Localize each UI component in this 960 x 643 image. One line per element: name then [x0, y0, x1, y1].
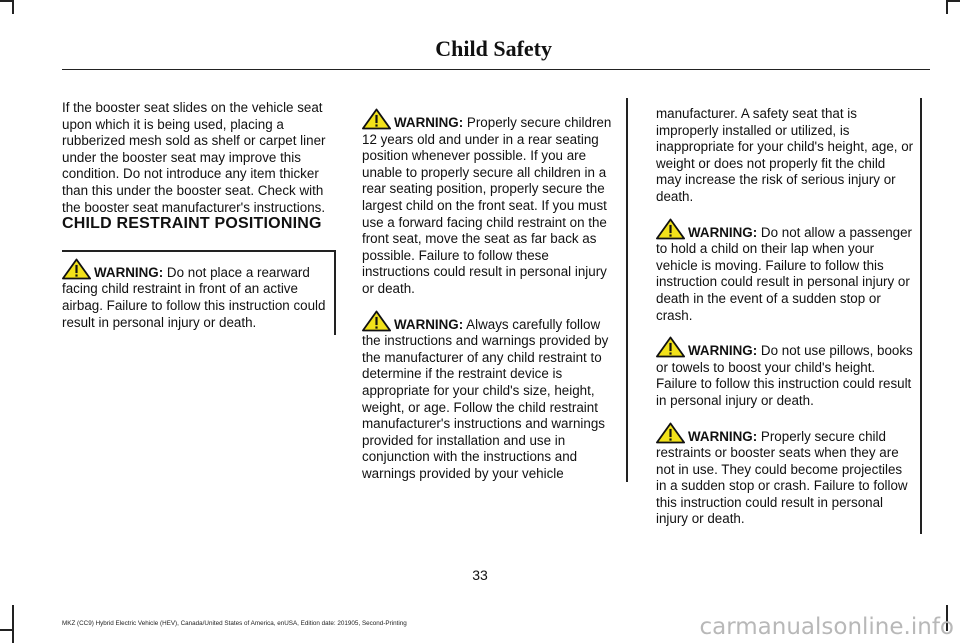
- warning-label: WARNING:: [688, 224, 758, 240]
- warning-text: Do not allow a passenger to hold a child on their lap when your vehicle is moving. Failure to follow this instruction could result in personal injury or death in the event of a sudden stop or crash.: [656, 224, 913, 323]
- warning-label: WARNING:: [688, 428, 758, 444]
- column-1: [62, 100, 336, 335]
- column-3: [656, 98, 922, 534]
- crop-mark: [12, 0, 14, 14]
- warning-block: [62, 250, 336, 335]
- column-2: [362, 98, 628, 482]
- continuation-paragraph: manufacturer. A safety seat that is improperly installed or utilized, is inappropriate for your child's height, age, or weight or does not properly fit the child may increase the risk of serious injury or death.: [656, 106, 914, 204]
- crop-mark: [0, 629, 14, 631]
- warning-triangle-icon: [656, 218, 685, 240]
- warning-text: Do not place a rearward facing child restraint in front of an active airbag. Failure to follow this instruction could result in personal injury or death.: [62, 264, 326, 330]
- crop-mark: [946, 0, 948, 14]
- warning-text: Do not use pillows, books or towels to boost your child's height. Failure to follow this instruction could result in personal injury or death.: [656, 343, 913, 408]
- warning-label: WARNING:: [94, 264, 164, 280]
- warning-label: WARNING:: [394, 316, 464, 332]
- warning-text: Properly secure child restraints or booster seats when they are not in use. They could become projectiles in a sudden stop or crash. Failure to follow this instruction could result in personal injury or death.: [656, 428, 908, 527]
- warning-label: WARNING:: [394, 115, 464, 130]
- header-rule: [62, 69, 930, 70]
- booster-seat-paragraph: If the booster seat slides on the vehicle seat upon which it is being used, placing a rubberized mesh sold as shelf or carpet liner under the booster seat may improve this condition. Do not introduce any item thicker than this under the booster seat. Check with the booster seat manufacturer's instructions.: [62, 100, 326, 215]
- warning-label: WARNING:: [688, 343, 758, 359]
- warning-text: Properly secure children 12 years old and under in a rear seating position whenever possible. If you are unable to properly secure all children in a rear seating position, properly secure the largest child on the front seat. If you must use a forward facing child restraint on the front seat, move the seat as far back as possible. Failure to follow these instructions could result in personal injury or death.: [362, 115, 612, 296]
- warning-triangle-icon: [656, 422, 685, 444]
- footer-edition-info: MKZ (CC9) Hybrid Electric Vehicle (HEV), Canada/United States of America, enUSA, Edition date: 201905, Second-Printing: [62, 620, 407, 627]
- section-heading: CHILD RESTRAINT POSITIONING: [62, 215, 322, 233]
- warning-triangle-icon: [656, 336, 685, 358]
- warning-triangle-icon: [362, 310, 391, 332]
- page-title: Child Safety: [435, 36, 552, 61]
- page-number: 33: [472, 567, 488, 583]
- warning-block: [362, 98, 628, 482]
- warning-triangle-icon: [362, 108, 391, 130]
- watermark: carmanualsonline.info: [699, 614, 954, 640]
- warning-text: Always carefully follow the instructions and warnings provided by the manufacturer of any child restraint to determine if the restraint device is appropriate for your child's size, height, weight, or age. Follow the child restraint manufacturer's instructions and warnings provided for installation and use in conjunction with the instructions and warnings provided by your vehicle: [362, 316, 609, 481]
- warning-triangle-icon: [62, 258, 91, 280]
- crop-mark: [946, 0, 960, 2]
- warning-block: [656, 98, 922, 534]
- crop-mark: [12, 605, 14, 643]
